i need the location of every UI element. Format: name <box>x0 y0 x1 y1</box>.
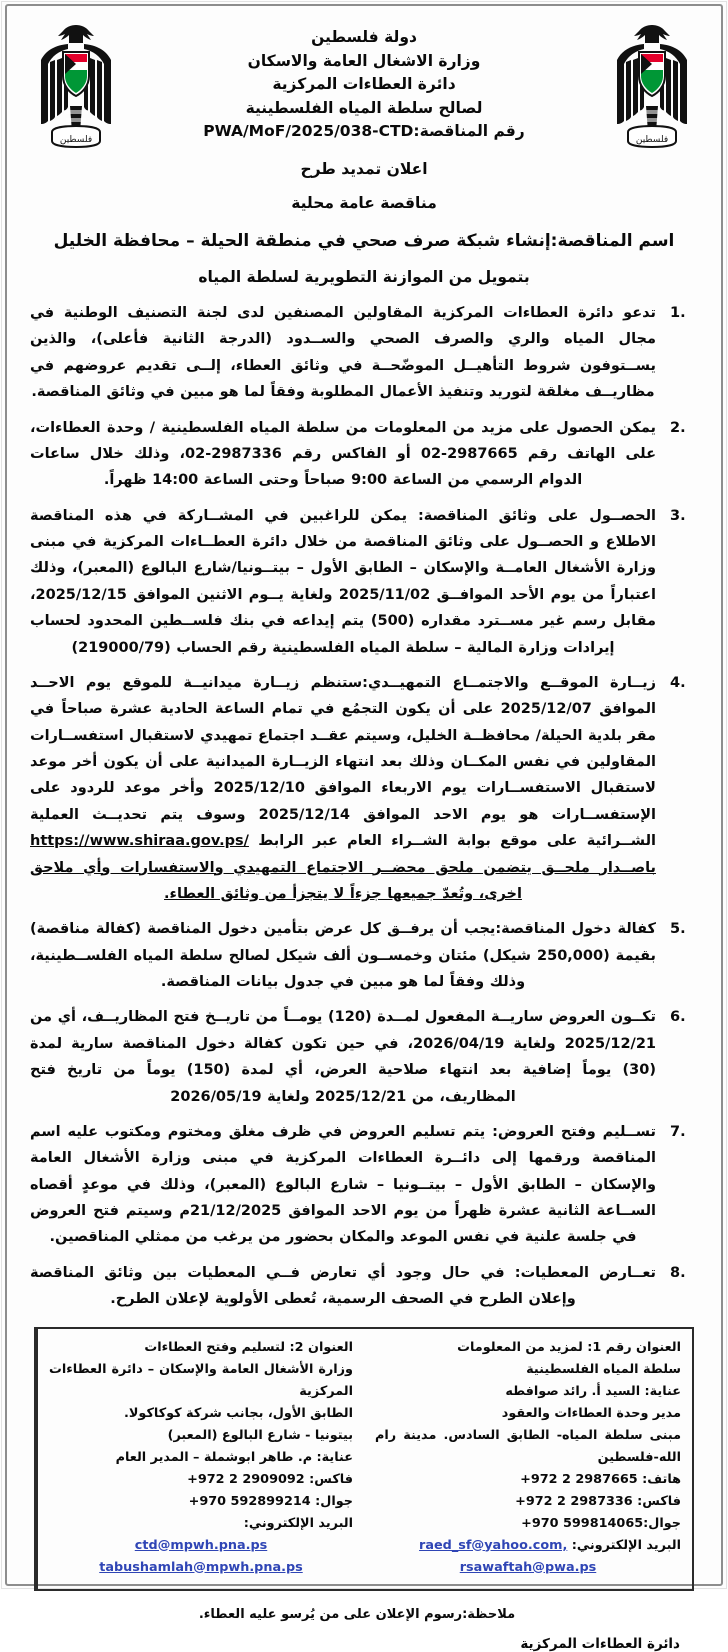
clause-text <box>30 503 656 661</box>
shiraa-portal-link[interactable]: https://www.shiraa.gov.ps/ <box>30 833 249 850</box>
contact-2-fax-value: +972 2 2909092 <box>187 1471 305 1487</box>
clause-text <box>30 916 656 995</box>
contact-1-role: مدير وحدة العطاءات والعقود <box>501 1405 681 1421</box>
clause-lead: زيــارة الموقــع والاجتمــاع التمهيــدي: <box>362 674 656 691</box>
contact-2-mobile-label: جوال: <box>315 1493 353 1509</box>
contact-1-email-label: البريد الإلكتروني: <box>571 1537 681 1553</box>
clause-item <box>30 300 696 406</box>
clause-lead: تعــارض المعطيات: <box>514 1264 656 1281</box>
clause-body-text: ستنظم زيــارة ميدانيــة للموقع يوم الاحــد الموافق 2025/12/07 على أن يكون التجمُع في تمام الساعة الحادية عشرة صباحاً في مقر بلدية الحيلة/ محافظــة الخليل، وسيتم عقــد اجتماع تمهيدي لاستقبال استفســارات المقاولين في نفس المكــان وذلك بعد انتهاء الزيــارة الميدانية على أن يكون أخر موعد لاستقبال الاستفســارات يوم الاربعاء الموافق 2025/12/10 وأخر موعد للردود على الإستفســارات هو يوم الاحد الموافق 2025/12/14 وسوف يتم تحديــث العملية الشــرائية على موقع بوابة الشــراء العام عبر الرابط <box>30 674 656 850</box>
contact-2-address-line-1: الطابق الأول، بجانب شركة كوكاكولا. <box>124 1405 353 1421</box>
contact-1-attention: عناية: السيد أ. رائد صوافطه <box>505 1383 681 1399</box>
contact-1-title: العنوان رقم 1: لمزيد من المعلومات <box>457 1339 681 1355</box>
contact-1-fax-label: فاكس: <box>637 1493 681 1509</box>
contact-1-mobile-row <box>375 1513 681 1535</box>
clause-text <box>30 1260 656 1313</box>
advertising-fee-note: ملاحظة:رسوم الإعلان على من يُرسو عليه العطاء. <box>198 1606 516 1622</box>
contact-1-email-2[interactable]: rsawaftah@pwa.ps <box>459 1559 597 1575</box>
clause-text: تدعو دائرة العطاءات المركزية المقاولين المصنفين لدى لجنة التصنيف الوطنية في مجال المياه والري والصرف الصحي والســدود (الدرجة الثانية فأعلى)، والذين يســتوفون شروط التأهيــل الموضّحــة في وثائق العطاء، إلــى تقديم عروضهم في مظاريــف مغلقة لتوريد وتنفيذ الأعمال المطلوبة وفقاً لما هو مبين في وثائق المناقصة. <box>30 305 656 401</box>
contact-cell-address-2 <box>36 1329 364 1589</box>
contact-1-mobile-value: +970 599814065 <box>521 1515 644 1531</box>
contact-addresses-table <box>34 1327 694 1591</box>
clause-body-text-2: باصــدار ملحــق يتضمن ملحق محضــر الاجتماع التمهيدي والاستفسارات وأي ملاحق اخرى، وتُعدّ جميعها جزءاً لا يتجزأ من وثائق العطاء. <box>30 859 656 902</box>
clause-body-text: يمكن للراغبين في المشــاركة في هذه المناقصة الاطلاع و الحصــول على وثائق المناقصة من خلال دائرة العطــاءات المركزية في مبنى وزارة الأشغال العامــة والإسكان – الطابق الأول – بيتــونيا/شارع البالوع (المعبر)، وذلك اعتباراً من يوم الأحد الموافــق 2025/11/02 ولغاية يــوم الاثنين الموافق 2025/12/15، مقابل رسم غير مســترد مقداره (500) يتم إيداعه في بنك فلســطين المحدود لحساب إيرادات وزارة المالية – سلطة المياه الفلسطينية رقم الحساب (219000/79) <box>30 507 656 656</box>
clause-item <box>30 1260 696 1313</box>
funding-title: بتمويل من الموازنة التطويرية لسلطة المياه <box>198 268 530 286</box>
header-line-department: دائرة العطاءات المركزية <box>272 75 456 94</box>
contact-1-phone-value: +972 2 2987665 <box>520 1471 638 1487</box>
contact-2-email-1[interactable]: ctd@mpwh.pna.ps <box>134 1537 268 1553</box>
clause-body-text: يجب أن يرفــق كل عرض بتأمين دخول المناقصة (كفالة مناقصة) بقيمة (250,000 شيكل) مئتان وخمســون ألف شيكل لصالح سلطة المياه الفلســطينية، وذلك وفقاً لما هو مبين في جدول بيانات المناقصة. <box>30 921 656 990</box>
clause-lead: تســليم وفتح العروض: <box>492 1123 656 1140</box>
contact-1-address: مبنى سلطة المياه- الطابق السادس. مدينة رام الله-فلسطين <box>375 1427 681 1465</box>
clause-text: تكــون العروض ساريــة المفعول لمــدة (120) يومــاً من تاريــخ فتح المظاريــف، أي من 2025/12/21 ولغاية 2026/04/19، في حين تكون كفالة دخول المناقصة سارية لمدة (30) يوماً إضافية بعد انتهاء صلاحية العرض، أي لمدة (150) يوماً من تاريخ فتح المظاريف، من 2025/12/21 ولغاية 2026/05/19 <box>30 1009 657 1105</box>
clause-number: 1. <box>670 305 686 321</box>
contact-1-org: سلطة المياه الفلسطينية <box>526 1361 681 1377</box>
contact-2-email-2[interactable]: tabushamlah@mpwh.pna.ps <box>99 1559 303 1575</box>
contact-1-email-1[interactable]: raed_sf@yahoo.com, <box>419 1537 568 1553</box>
clause-text <box>30 670 656 907</box>
tender-name-title: اسم المناقصة:إنشاء شبكة صرف صحي في منطقة الحيلة – محافظة الخليل <box>53 231 675 251</box>
clause-item <box>30 916 696 995</box>
document-header <box>26 14 702 148</box>
contact-cell-address-1 <box>364 1329 692 1589</box>
contact-1-mobile-label: جوال: <box>643 1515 681 1531</box>
tender-type-title: مناقصة عامة محلية <box>291 194 437 212</box>
clause-number: 2. <box>670 419 686 436</box>
contact-2-fax-row <box>49 1469 353 1491</box>
footer-department: دائرة العطاءات المركزية <box>520 1635 680 1652</box>
contact-1-email-row <box>375 1535 681 1557</box>
clause-number: 3. <box>670 507 686 524</box>
clause-text: يمكن الحصول على مزيد من المعلومات من سلطة المياه الفلسطينية / وحدة العطاءات، على الهاتف رقم 2987665-02 أو الفاكس رقم 2987336-02، وذلك خلال ساعات الدوام الرسمي من الساعة 9:00 صباحاً وحتى الساعة 14:00 ظهراً. <box>30 419 656 489</box>
contact-2-mobile-row <box>49 1491 353 1513</box>
contact-1-fax-value: +972 2 2987336 <box>515 1493 633 1509</box>
contact-2-address-line-2: بيتونيا - شارع البالوع (المعبر) <box>167 1427 353 1443</box>
clause-item <box>30 503 696 661</box>
clause-body-text: يتم تسليم العروض في ظرف مغلق ومختوم ومكتوب عليه اسم المناقصة ورقمها إلى دائــرة العطاءات المركزية في مبنى وزارة الأشغال العامة والإسكان – الطابق الأول – بيتــونيا – شارع البالوع (المعبر)، وذلك في موعدٍ أقصاه الســاعة الثانية عشرة ظهراً من يوم الاحد الموافق 21/12/2025م وسيتم فتح العروض في جلسة علنية في نفس الموعد والمكان بحضور من يرغب من ممثلي المناقصين. <box>30 1123 656 1246</box>
header-tender-number: رقم المناقصة:PWA/MoF/2025/038-CTD <box>203 122 525 141</box>
clause-item <box>30 1004 696 1110</box>
contact-2-email-label: البريد الإلكتروني: <box>243 1515 353 1531</box>
clause-number: 7. <box>670 1123 686 1140</box>
contact-1-fax-row <box>375 1491 681 1513</box>
clause-item <box>30 1119 696 1251</box>
contact-2-mobile-value: +970 592899214 <box>188 1493 311 1509</box>
svg-text:فلسطين: فلسطين <box>59 135 93 145</box>
contact-1-phone-row <box>375 1469 681 1491</box>
contact-2-title: العنوان 2: لتسليم وفتح العطاءات <box>144 1339 353 1355</box>
clauses-list <box>26 300 702 1313</box>
clause-item <box>30 670 696 907</box>
clause-lead: كفالة دخول المناقصة: <box>495 921 656 938</box>
contact-1-phone-label: هاتف: <box>642 1471 681 1487</box>
header-line-state: دولة فلسطين <box>311 28 417 46</box>
clause-number: 8. <box>670 1264 686 1281</box>
clause-text <box>30 1119 656 1251</box>
contact-2-org: وزارة الأشغال العامة والإسكان – دائرة العطاءات المركزية <box>49 1361 353 1399</box>
svg-text:فلسطين: فلسطين <box>635 135 669 145</box>
contact-2-fax-label: فاكس: <box>309 1471 353 1487</box>
header-text-block <box>122 20 606 144</box>
clause-number: 4. <box>670 674 686 691</box>
clause-body-text: في حال وجود أي تعارض فــي المعطيات بين وثائق المناقصة وإعلان الطرح في الصحف الرسمية، تُعطى الأولوية لإعلان الطرح. <box>30 1264 576 1308</box>
clause-lead: الحصــول على وثائق المناقصة: <box>417 507 656 524</box>
clause-number: 5. <box>670 921 686 938</box>
header-line-ministry: وزارة الاشغال العامة والاسكان <box>247 51 481 70</box>
clause-number: 6. <box>670 1009 686 1026</box>
clause-item <box>30 415 696 494</box>
contact-2-attention: عناية: م. طاهر ابوشملة – المدير العام <box>115 1449 353 1465</box>
header-line-beneficiary: لصالح سلطة المياه الفلسطينية <box>245 98 483 117</box>
title-block <box>26 160 702 286</box>
announcement-title: اعلان تمديد طرح <box>300 160 428 178</box>
palestine-eagle-emblem-icon-left <box>30 20 122 148</box>
palestine-eagle-emblem-icon <box>606 20 698 148</box>
